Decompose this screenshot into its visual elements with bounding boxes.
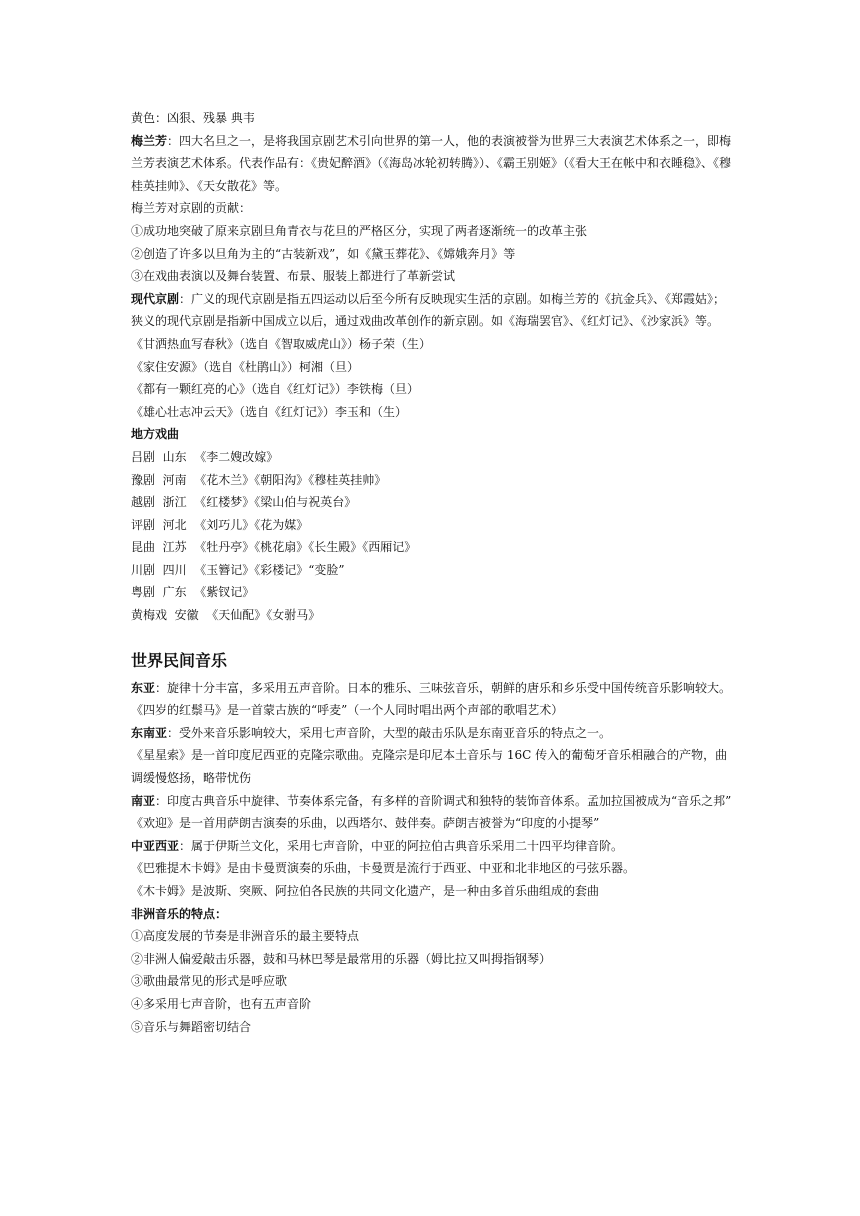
central-west-asia-note: 《巴雅提木卡姆》是由卡曼贾演奏的乐曲，卡曼贾是流行于西亚、中亚和北非地区的弓弦乐器。 [131,861,636,876]
mei-lanfang-term: 梅兰芳 [131,133,168,148]
south-asia-paragraph [131,790,737,813]
africa-item: ③歌曲最常见的形式是呼应歌 [131,974,288,989]
world-music-heading: 世界民间音乐 [131,650,228,670]
south-asia-term: 南亚 [131,793,156,808]
africa-title: 非洲音乐的特点： [131,906,228,921]
south-asia-note: 《欢迎》是一首用萨朗吉演奏的乐曲，以西塔尔、鼓伴奏。萨朗吉被誉为“印度的小提琴” [131,816,600,831]
local-opera-line: 粤剧 广东 《紫钗记》 [131,585,255,600]
modern-opera-term: 现代京剧 [131,291,180,306]
local-opera-line: 昆曲 江苏 《牡丹亭》《桃花扇》《长生殿》《西厢记》 [131,540,417,555]
local-opera-title: 地方戏曲 [131,427,180,442]
east-asia-term: 东亚 [131,680,156,695]
contrib-item: ①成功地突破了原来京剧旦角青衣与花旦的严格区分，实现了两者逐渐统一的改革主张 [131,223,588,238]
contrib-title: 梅兰芳对京剧的贡献： [131,201,252,216]
africa-item: ⑤音乐与舞蹈密切结合 [131,1019,252,1034]
aria-line: 《甘洒热血写春秋》（选自《智取威虎山》）杨子荣（生） [131,336,432,351]
east-asia-note: 《四岁的红鬃马》是一首蒙古族的“呼麦”（一个人同时唱出两个声部的歌唱艺术） [131,703,564,718]
modern-opera-paragraph [131,288,737,333]
central-west-asia-paragraph [131,835,737,858]
local-opera-line: 川剧 四川 《玉簪记》《彩楼记》“变脸” [131,562,345,577]
contrib-item: ③在戏曲表演以及舞台装置、布景、服装上都进行了革新尝试 [131,269,456,284]
mei-lanfang-paragraph [131,130,737,198]
local-opera-line: 豫剧 河南 《花木兰》《朝阳沟》《穆桂英挂帅》 [131,472,387,487]
southeast-asia-term: 东南亚 [131,725,168,740]
local-opera-line: 越剧 浙江 《红楼梦》《梁山伯与祝英台》 [131,495,357,510]
local-opera-line: 评剧 河北 《刘巧儿》《花为媒》 [131,517,309,532]
contrib-item: ②创造了许多以旦角为主的“古装新戏”，如《黛玉葬花》、《嫦娥奔月》等 [131,246,516,261]
southeast-asia-paragraph [131,722,737,745]
africa-item: ①高度发展的节奏是非洲音乐的最主要特点 [131,929,360,944]
modern-opera-text: ：广义的现代京剧是指五四运动以后至今所有反映现实生活的京剧。如梅兰芳的《抗金兵》、《郑霞姑》；狭义的现代京剧是指新中国成立以后，通过戏曲改革创作的新京剧。如《海瑞罢官》、《红灯记》、《沙家浜》等。 [131,291,726,329]
central-west-asia-note: 《木卡姆》是波斯、突厥、阿拉伯各民族的共同文化遗产，是一种由多首乐曲组成的套曲 [131,884,600,898]
aria-line: 《家住安源》（选自《杜鹃山》）柯湘（旦） [131,359,360,374]
aria-line: 《雄心壮志冲云天》（选自《红灯记》）李玉和（生） [131,404,408,419]
local-opera-line: 黄梅戏 安徽 《天仙配》《女驸马》 [131,608,321,623]
central-west-asia-text: ：属于伊斯兰文化，采用七声音阶，中亚的阿拉伯古典音乐采用二十四平均律音阶。 [179,838,624,853]
mei-lanfang-text: ：四大名旦之一，是将我国京剧艺术引向世界的第一人，他的表演被誉为世界三大表演艺术体系之一，即梅兰芳表演艺术体系。代表作品有：《贵妃醉酒》（《海岛冰轮初转腾》）、《霸王别姬》（《看大王在帐中和衣睡稳》、《穆桂英挂帅》、《天女散花》等。 [131,133,732,193]
south-asia-text: ：印度古典音乐中旋律、节奏体系完备，有多样的音阶调式和独特的装饰音体系。孟加拉国被成为“音乐之邦” [155,793,732,808]
east-asia-paragraph [131,677,737,700]
document-page [131,107,737,1038]
central-west-asia-term: 中亚西亚 [131,838,180,853]
local-opera-line: 吕剧 山东 《李二嫂改嫁》 [131,449,279,464]
yellow-line: 黄色：凶狠、残暴 典韦 [131,111,255,125]
southeast-asia-note: 《星星索》是一首印度尼西亚的克隆宗歌曲。克隆宗是印尼本土音乐与 16C 传入的葡萄牙音乐相融合的产物，曲调缓慢悠扬，略带忧伤 [131,748,728,786]
africa-item: ④多采用七声音阶，也有五声音阶 [131,996,312,1011]
africa-item: ②非洲人偏爱敲击乐器，鼓和马林巴琴是最常用的乐器（姆比拉又叫拇指钢琴） [131,951,552,966]
southeast-asia-text: ：受外来音乐影响较大，采用七声音阶，大型的敲击乐队是东南亚音乐的特点之一。 [167,725,612,740]
east-asia-text: ：旋律十分丰富，多采用五声音阶。日本的雅乐、三味弦音乐，朝鲜的唐乐和乡乐受中国传统音乐影响较大。 [155,680,732,695]
aria-line: 《都有一颗红亮的心》（选自《红灯记》）李铁梅（旦） [131,382,420,397]
